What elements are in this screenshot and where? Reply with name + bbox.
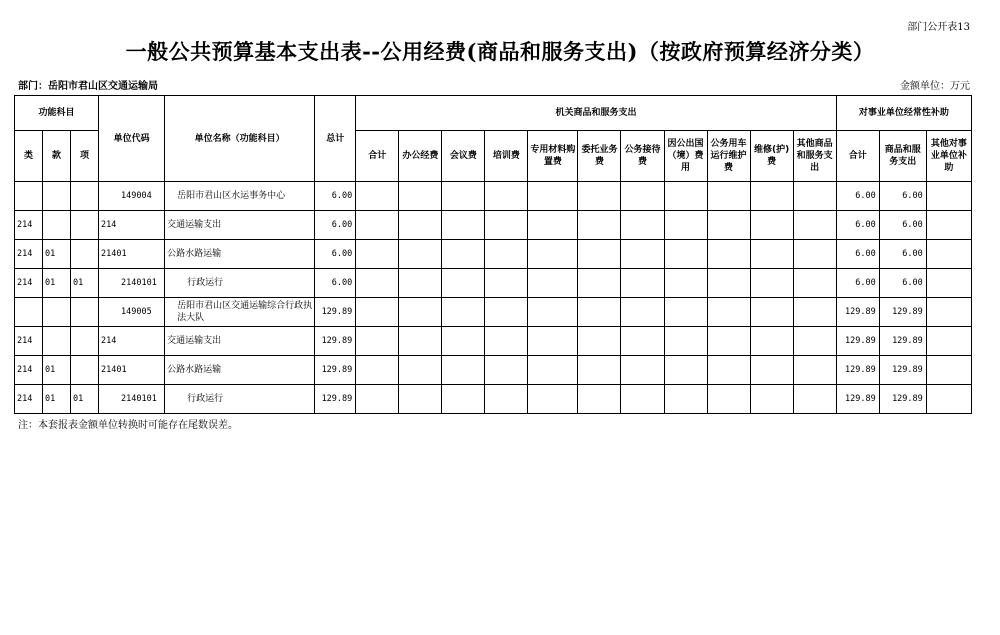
header-subsidy: 对事业单位经常性补助 [836, 96, 971, 131]
header-kuan: 款 [43, 131, 71, 182]
cell-xiang: 01 [71, 385, 99, 414]
cell-unit-code: 214 [99, 327, 165, 356]
footnote: 注：本套报表金额单位转换时可能存在尾数误差。 [18, 420, 238, 431]
cell-unit-name: 公路水路运输 [165, 240, 315, 269]
cell-agency [442, 182, 485, 211]
cell-agency [621, 269, 664, 298]
table-body [15, 182, 972, 414]
cell-total: 129.89 [315, 385, 356, 414]
cell-agency [485, 240, 528, 269]
cell-kuan [43, 327, 71, 356]
cell-agency [707, 269, 750, 298]
cell-agency [528, 298, 578, 327]
cell-agency [707, 182, 750, 211]
page-code: 部门公开表13 [907, 22, 970, 33]
table-row [15, 211, 972, 240]
cell-agency [664, 298, 707, 327]
cell-subsidy-total: 129.89 [836, 327, 879, 356]
cell-xiang [71, 298, 99, 327]
cell-agency [793, 327, 836, 356]
cell-subsidy-other [926, 211, 971, 240]
header-agency-col: 专用材料购置费 [528, 131, 578, 182]
cell-agency [707, 385, 750, 414]
cell-agency [578, 211, 621, 240]
cell-unit-code: 149004 [99, 182, 165, 211]
cell-total: 129.89 [315, 298, 356, 327]
header-total: 总计 [315, 96, 356, 182]
table-row [15, 327, 972, 356]
cell-agency [750, 356, 793, 385]
header-agency-col: 会议费 [442, 131, 485, 182]
table-row [15, 269, 972, 298]
cell-agency [528, 327, 578, 356]
cell-agency [664, 269, 707, 298]
cell-total: 6.00 [315, 269, 356, 298]
cell-agency [485, 356, 528, 385]
cell-agency [356, 356, 399, 385]
cell-subsidy-goods: 6.00 [879, 240, 926, 269]
cell-agency [578, 182, 621, 211]
cell-agency [578, 240, 621, 269]
cell-agency [750, 240, 793, 269]
cell-agency [399, 356, 442, 385]
cell-unit-code: 214 [99, 211, 165, 240]
cell-agency [664, 182, 707, 211]
cell-subsidy-other [926, 269, 971, 298]
cell-lei: 214 [15, 385, 43, 414]
cell-xiang [71, 240, 99, 269]
header-unit-name: 单位名称（功能科目） [165, 96, 315, 182]
cell-agency [485, 385, 528, 414]
cell-agency [621, 182, 664, 211]
cell-subsidy-total: 129.89 [836, 385, 879, 414]
cell-unit-code: 21401 [99, 356, 165, 385]
cell-agency [528, 182, 578, 211]
cell-subsidy-total: 6.00 [836, 182, 879, 211]
cell-subsidy-other [926, 240, 971, 269]
cell-agency [528, 211, 578, 240]
cell-agency [664, 356, 707, 385]
cell-subsidy-total: 6.00 [836, 240, 879, 269]
cell-subsidy-total: 6.00 [836, 211, 879, 240]
cell-unit-name: 岳阳市君山区交通运输综合行政执法大队 [165, 298, 315, 327]
cell-agency [485, 182, 528, 211]
cell-xiang: 01 [71, 269, 99, 298]
header-agency-col: 公务用车运行维护费 [707, 131, 750, 182]
cell-unit-name: 岳阳市君山区水运事务中心 [165, 182, 315, 211]
budget-table [14, 95, 972, 414]
header-agency-col: 合计 [356, 131, 399, 182]
cell-lei: 214 [15, 269, 43, 298]
cell-lei: 214 [15, 327, 43, 356]
cell-agency [485, 327, 528, 356]
cell-unit-code: 2140101 [99, 385, 165, 414]
cell-agency [399, 298, 442, 327]
cell-agency [485, 269, 528, 298]
cell-agency [793, 240, 836, 269]
cell-agency [356, 327, 399, 356]
header-agency-col: 因公出国（境）费用 [664, 131, 707, 182]
cell-kuan [43, 211, 71, 240]
cell-lei [15, 298, 43, 327]
table-row [15, 182, 972, 211]
header-subsidy-col: 其他对事业单位补助 [926, 131, 971, 182]
cell-agency [442, 211, 485, 240]
cell-agency [750, 269, 793, 298]
page-title: 一般公共预算基本支出表--公用经费(商品和服务支出)（按政府预算经济分类） [125, 39, 875, 64]
cell-agency [442, 240, 485, 269]
cell-kuan [43, 182, 71, 211]
cell-agency [442, 298, 485, 327]
cell-agency [793, 298, 836, 327]
cell-agency [442, 385, 485, 414]
cell-agency [793, 182, 836, 211]
cell-unit-code: 21401 [99, 240, 165, 269]
cell-agency [356, 211, 399, 240]
cell-agency [707, 356, 750, 385]
cell-agency [442, 269, 485, 298]
cell-agency [442, 356, 485, 385]
cell-subsidy-goods: 129.89 [879, 385, 926, 414]
cell-agency [621, 356, 664, 385]
cell-unit-name: 行政运行 [165, 385, 315, 414]
cell-agency [793, 269, 836, 298]
cell-agency [793, 211, 836, 240]
cell-agency [528, 240, 578, 269]
cell-agency [621, 298, 664, 327]
cell-subsidy-goods: 129.89 [879, 327, 926, 356]
cell-agency [793, 356, 836, 385]
cell-agency [485, 298, 528, 327]
cell-unit-name: 行政运行 [165, 269, 315, 298]
cell-agency [399, 240, 442, 269]
cell-agency [578, 298, 621, 327]
cell-unit-name: 交通运输支出 [165, 211, 315, 240]
cell-agency [356, 240, 399, 269]
cell-xiang [71, 182, 99, 211]
table-row [15, 385, 972, 414]
cell-total: 6.00 [315, 240, 356, 269]
cell-agency [399, 385, 442, 414]
cell-agency [750, 298, 793, 327]
cell-subsidy-other [926, 385, 971, 414]
cell-agency [707, 211, 750, 240]
department-label: 部门：岳阳市君山区交通运输局 [18, 81, 158, 92]
cell-agency [750, 211, 793, 240]
cell-agency [485, 211, 528, 240]
cell-agency [578, 356, 621, 385]
cell-total: 6.00 [315, 211, 356, 240]
cell-agency [356, 269, 399, 298]
table-row [15, 356, 972, 385]
cell-agency [528, 385, 578, 414]
cell-subsidy-goods: 6.00 [879, 211, 926, 240]
cell-agency [621, 211, 664, 240]
cell-agency [356, 385, 399, 414]
cell-subsidy-goods: 129.89 [879, 298, 926, 327]
cell-agency [664, 240, 707, 269]
header-func-subject: 功能科目 [15, 96, 99, 131]
cell-agency [578, 269, 621, 298]
cell-agency [621, 385, 664, 414]
header-agency-col: 委托业务费 [578, 131, 621, 182]
cell-unit-name: 公路水路运输 [165, 356, 315, 385]
header-subsidy-col: 商品和服务支出 [879, 131, 926, 182]
cell-agency [528, 269, 578, 298]
cell-agency [621, 327, 664, 356]
cell-unit-name: 交通运输支出 [165, 327, 315, 356]
cell-lei: 214 [15, 240, 43, 269]
cell-subsidy-goods: 6.00 [879, 269, 926, 298]
cell-agency [750, 327, 793, 356]
cell-agency [750, 385, 793, 414]
cell-lei [15, 182, 43, 211]
cell-agency [399, 182, 442, 211]
header-subsidy-col: 合计 [836, 131, 879, 182]
cell-subsidy-goods: 129.89 [879, 356, 926, 385]
table-row [15, 240, 972, 269]
header-agency-goods: 机关商品和服务支出 [356, 96, 836, 131]
cell-agency [664, 327, 707, 356]
cell-subsidy-goods: 6.00 [879, 182, 926, 211]
cell-agency [621, 240, 664, 269]
cell-subsidy-other [926, 327, 971, 356]
cell-agency [528, 356, 578, 385]
cell-kuan: 01 [43, 356, 71, 385]
header-lei: 类 [15, 131, 43, 182]
header-agency-col: 培训费 [485, 131, 528, 182]
cell-agency [793, 385, 836, 414]
header-unit-code: 单位代码 [99, 96, 165, 182]
cell-agency [442, 327, 485, 356]
cell-agency [707, 240, 750, 269]
header-agency-col: 公务接待费 [621, 131, 664, 182]
cell-xiang [71, 211, 99, 240]
cell-xiang [71, 327, 99, 356]
cell-subsidy-other [926, 182, 971, 211]
header-agency-col: 办公经费 [399, 131, 442, 182]
cell-lei: 214 [15, 211, 43, 240]
cell-total: 129.89 [315, 356, 356, 385]
cell-unit-code: 149005 [99, 298, 165, 327]
cell-subsidy-total: 6.00 [836, 269, 879, 298]
cell-lei: 214 [15, 356, 43, 385]
cell-agency [356, 298, 399, 327]
cell-agency [399, 211, 442, 240]
amount-unit-label: 金额单位：万元 [900, 81, 970, 92]
cell-agency [664, 385, 707, 414]
cell-kuan: 01 [43, 385, 71, 414]
cell-agency [707, 298, 750, 327]
header-agency-col: 维修(护)费 [750, 131, 793, 182]
cell-agency [399, 327, 442, 356]
table-row [15, 298, 972, 327]
cell-subsidy-total: 129.89 [836, 298, 879, 327]
cell-subsidy-other [926, 356, 971, 385]
cell-agency [707, 327, 750, 356]
cell-total: 129.89 [315, 327, 356, 356]
cell-agency [664, 211, 707, 240]
header-xiang: 项 [71, 131, 99, 182]
cell-unit-code: 2140101 [99, 269, 165, 298]
cell-xiang [71, 356, 99, 385]
cell-kuan: 01 [43, 240, 71, 269]
cell-subsidy-other [926, 298, 971, 327]
cell-kuan [43, 298, 71, 327]
cell-subsidy-total: 129.89 [836, 356, 879, 385]
cell-agency [578, 327, 621, 356]
cell-agency [399, 269, 442, 298]
cell-total: 6.00 [315, 182, 356, 211]
cell-kuan: 01 [43, 269, 71, 298]
cell-agency [356, 182, 399, 211]
cell-agency [578, 385, 621, 414]
header-agency-col: 其他商品和服务支出 [793, 131, 836, 182]
cell-agency [750, 182, 793, 211]
